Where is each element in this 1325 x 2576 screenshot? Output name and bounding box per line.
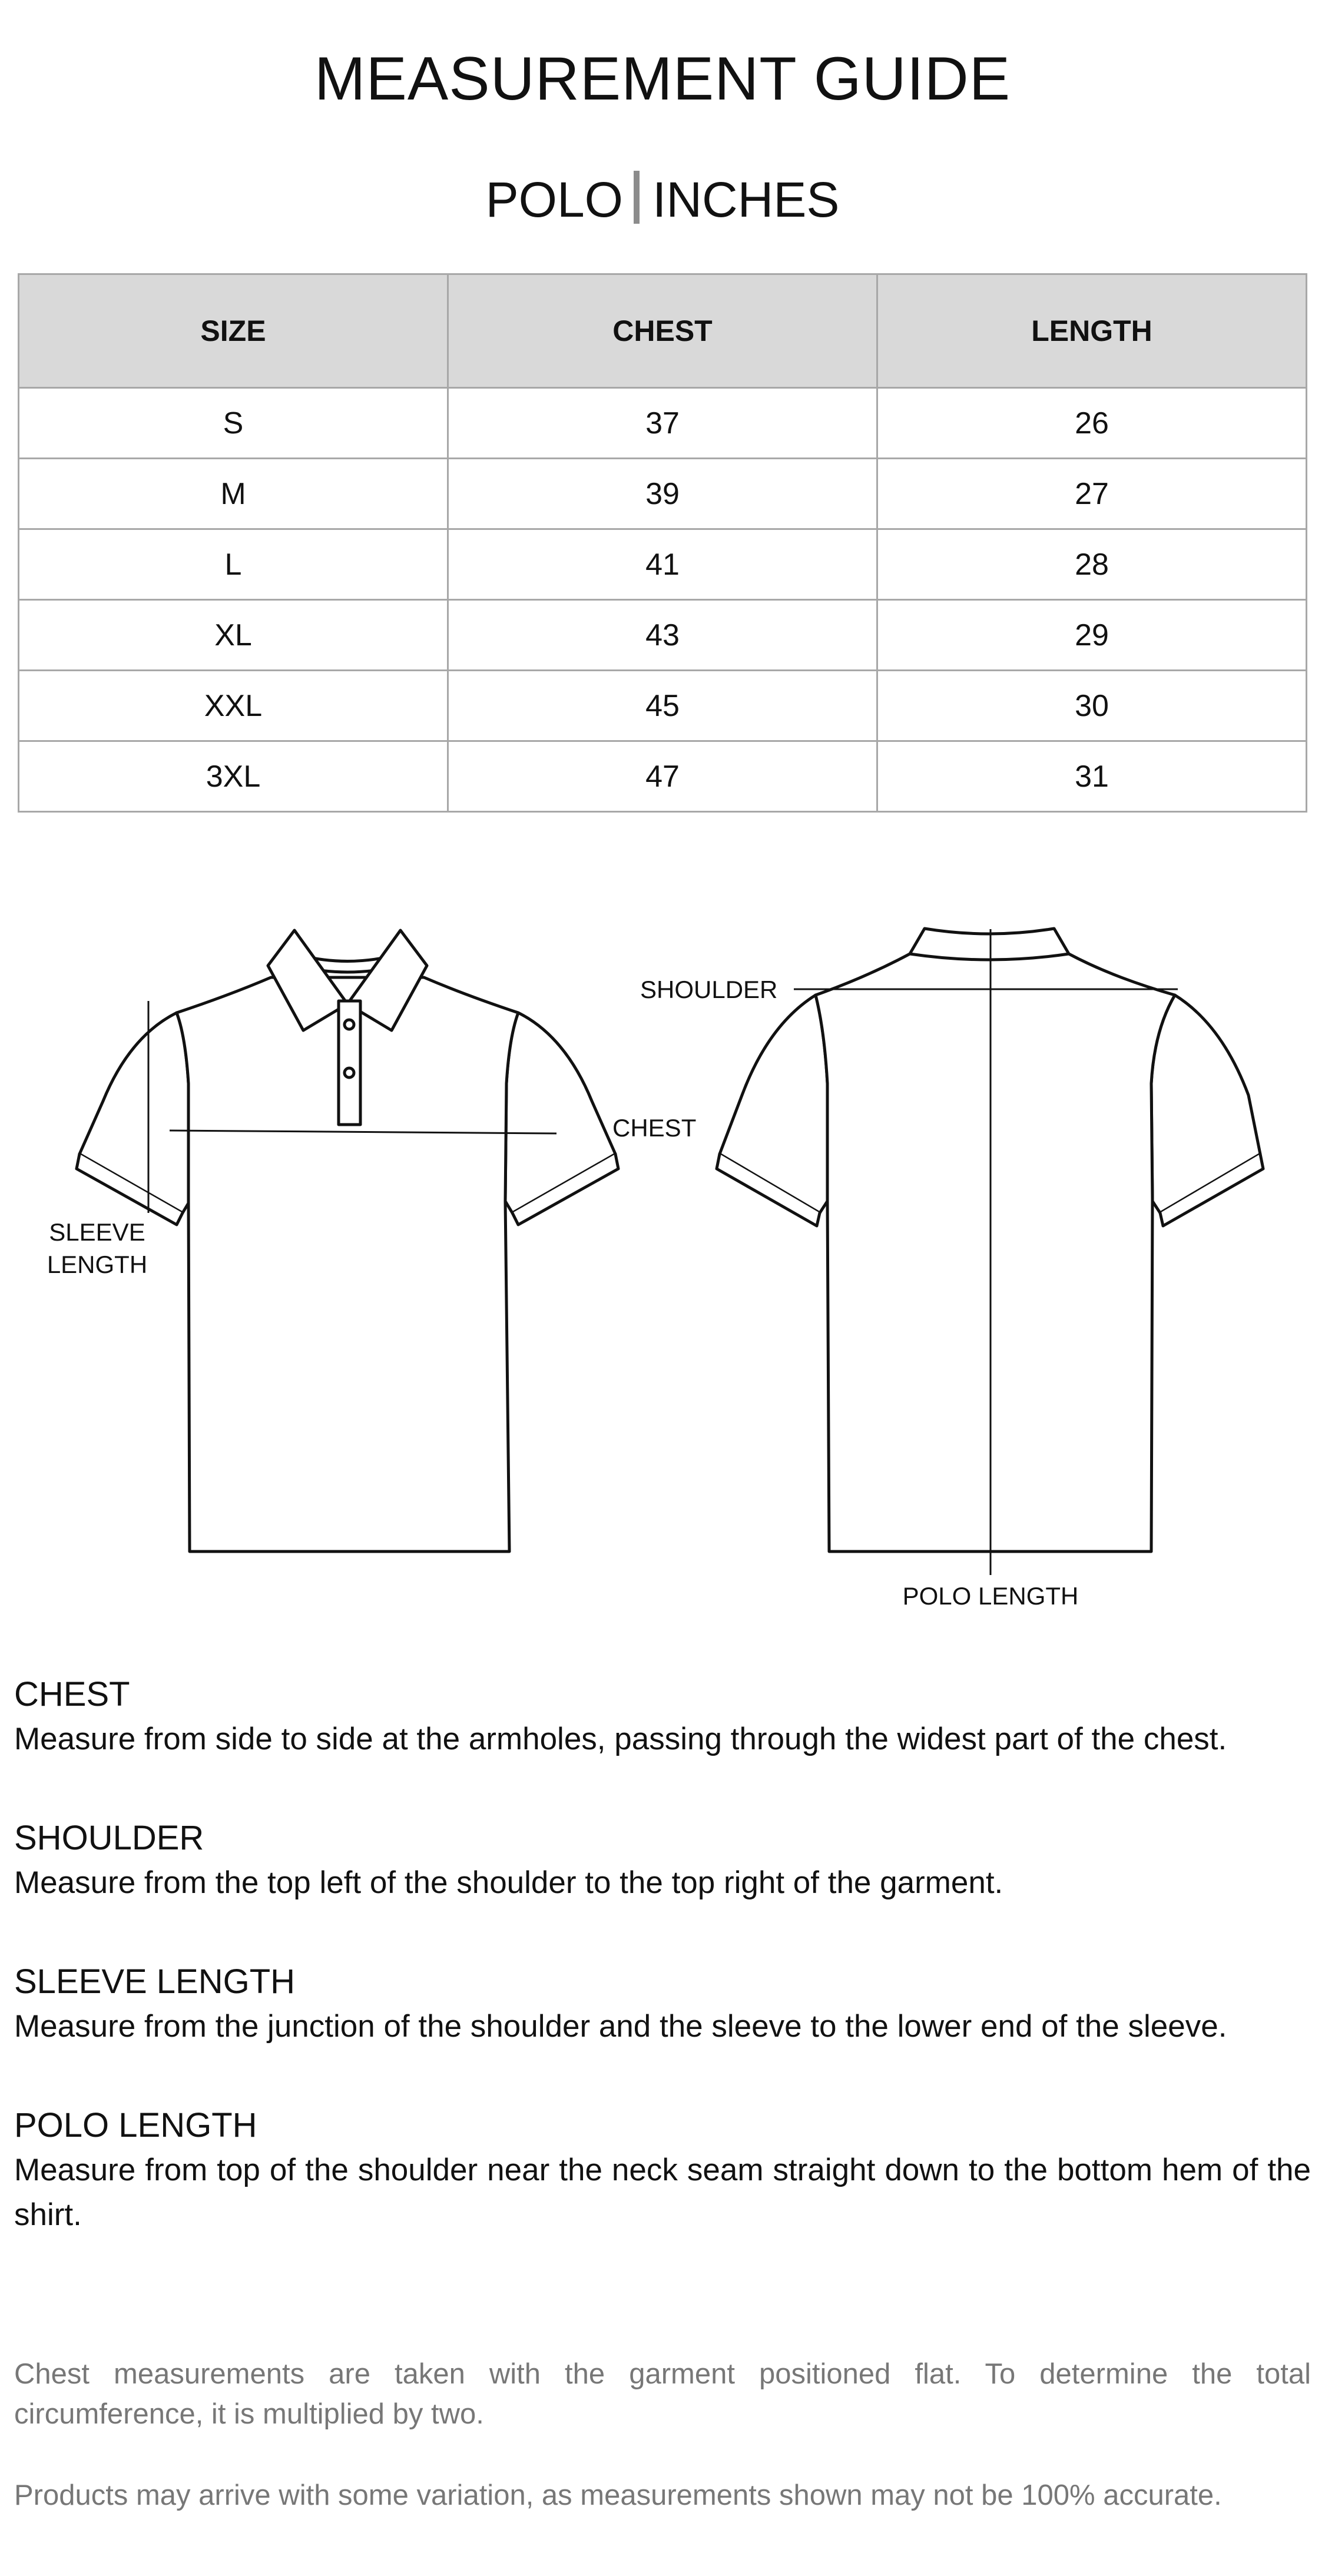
- cell-length: 26: [877, 388, 1307, 459]
- measurement-definitions: [14, 1672, 1311, 2292]
- header-chest: CHEST: [448, 274, 877, 388]
- definition-title: CHEST: [14, 1675, 130, 1713]
- definition-chest: [14, 1672, 1311, 1762]
- cell-chest: 39: [448, 459, 877, 529]
- cell-length: 27: [877, 459, 1307, 529]
- polo-front-illustration: [77, 930, 618, 1551]
- cell-length: 31: [877, 741, 1307, 812]
- size-table: [18, 273, 1307, 813]
- cell-size: S: [19, 388, 448, 459]
- cell-chest: 43: [448, 600, 877, 671]
- definition-text: Measure from the top left of the shoulder to the top right of the garment.: [14, 1865, 1003, 1900]
- cell-size: 3XL: [19, 741, 448, 812]
- cell-size: L: [19, 529, 448, 600]
- table-row: [19, 600, 1307, 671]
- table-row: [19, 388, 1307, 459]
- note-variation-disclaimer: Products may arrive with some variation, as measurements shown may not be 100% accurate.: [14, 2479, 1222, 2511]
- page-subtitle: [0, 171, 1325, 227]
- sleeve-length-label: LENGTH: [47, 1251, 148, 1278]
- definition-sleeve-length: [14, 1960, 1311, 2049]
- definition-title: POLO LENGTH: [14, 2106, 257, 2144]
- definition-text: Measure from the junction of the shoulder and the sleeve to the lower end of the sleeve.: [14, 2009, 1227, 2044]
- cell-length: 29: [877, 600, 1307, 671]
- definition-polo-length: [14, 2103, 1311, 2237]
- cell-length: 28: [877, 529, 1307, 600]
- cell-size: XXL: [19, 671, 448, 741]
- definition-shoulder: [14, 1816, 1311, 1905]
- polo-length-label: POLO LENGTH: [902, 1582, 1079, 1610]
- cell-size: XL: [19, 600, 448, 671]
- chest-label: CHEST: [612, 1114, 697, 1142]
- product-label: POLO: [485, 172, 624, 227]
- cell-chest: 47: [448, 741, 877, 812]
- polo-diagram: [0, 907, 1325, 1631]
- table-row: [19, 529, 1307, 600]
- note-flat-measurement: Chest measurements are taken with the garment positioned flat. To determine the total circumference, it is multiplied by two.: [14, 2358, 1311, 2430]
- definition-text: Measure from side to side at the armholes, passing through the widest part of the chest.: [14, 1722, 1227, 1756]
- table-header-row: [19, 274, 1307, 388]
- unit-label: INCHES: [652, 172, 840, 227]
- cell-chest: 41: [448, 529, 877, 600]
- definition-title: SHOULDER: [14, 1819, 204, 1857]
- table-row: [19, 671, 1307, 741]
- header-length: LENGTH: [877, 274, 1307, 388]
- table-row: [19, 459, 1307, 529]
- table-row: [19, 741, 1307, 812]
- cell-length: 30: [877, 671, 1307, 741]
- cell-size: M: [19, 459, 448, 529]
- definition-title: SLEEVE LENGTH: [14, 1962, 296, 2001]
- definition-text: Measure from top of the shoulder near the neck seam straight down to the bottom hem of the shirt.: [14, 2153, 1311, 2232]
- page-title: MEASUREMENT GUIDE: [314, 45, 1011, 113]
- measurement-notes: [14, 2354, 1311, 2557]
- cell-chest: 45: [448, 671, 877, 741]
- subtitle-divider: [634, 171, 640, 224]
- cell-chest: 37: [448, 388, 877, 459]
- shoulder-label: SHOULDER: [640, 976, 778, 1003]
- header-size: SIZE: [19, 274, 448, 388]
- sleeve-length-label: SLEEVE: [49, 1218, 145, 1246]
